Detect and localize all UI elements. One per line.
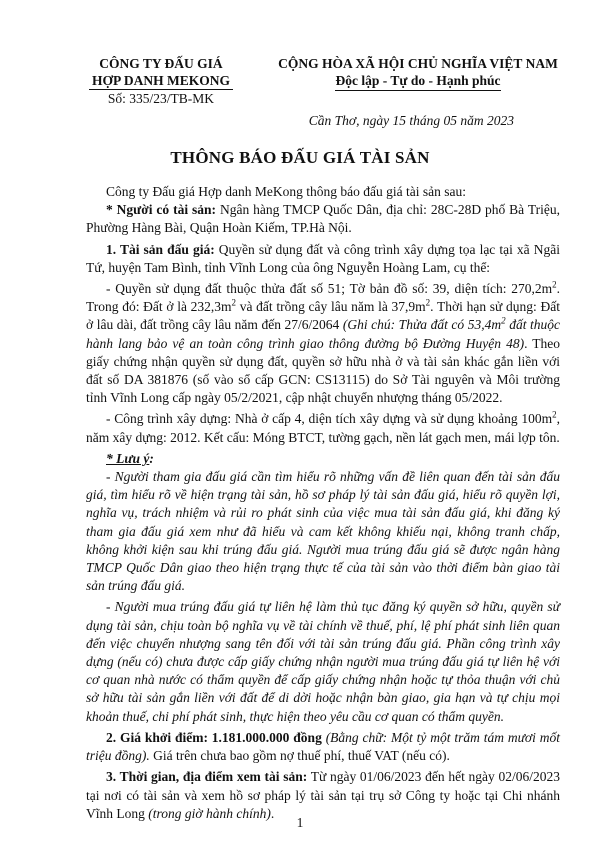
asset-paragraph — [86, 241, 560, 277]
owner-text: Ngân hàng TMCP Quốc Dân, địa chỉ: 28C-28D phố Bà Triệu, Phường Hàng Bài, Quận Hoàn Kiếm, TP.Hà Nội. — [86, 202, 560, 236]
note-heading: * Lưu ý: — [106, 450, 154, 466]
document-number: Số: 335/23/TB-MK — [107, 91, 215, 106]
document-body — [86, 183, 560, 823]
starting-price-paragraph — [86, 729, 560, 765]
national-motto: Độc lập - Tự do - Hạnh phúc — [335, 72, 500, 91]
intro-paragraph: Công ty Đấu giá Hợp danh MeKong thông báo đấu giá tài sản sau: — [106, 184, 466, 199]
viewing-label: 3. Thời gian, địa điểm xem tài sản: — [106, 769, 308, 785]
page-number: 1 — [296, 815, 304, 830]
building-paragraph: - Công trình xây dựng: Nhà ở cấp 4, diện tích xây dựng và sử dụng khoảng $100m^2$, năm xây dựng: 2012. Kết cấu: Móng BTCT, tường gạch, nền lát gạch men, mái lợp tôn. — [86, 409, 560, 445]
organization-header — [86, 55, 236, 107]
note-paragraph-2: - Người mua trúng đấu giá tự liên hệ làm thủ tục đăng ký quyền sở hữu, quyền sử dụng tài sản, chịu toàn bộ nghĩa vụ về tài chính về thuế, phí, lệ phí phát sinh liên quan đến việc chuyển nhượng sang tên đối với tài sản trúng đấu giá. Phần công trình xây dựng (nếu có) chưa được cấp giấy chứng nhận người mua trúng đấu giá tự liên hệ với cơ quan nhà nước có thẩm quyền để cấp giấy chứng nhận hoặc tự thỏa thuận với chủ sở hữu tài sản gắn liền với đất để di dời hoặc nhận bàn giao, gia hạn và tự chịu mọi khoản thuế, chi phí phát sinh, thực hiện theo yêu cầu cơ quan có thẩm quyền. — [86, 599, 560, 724]
starting-price-label: 2. Giá khởi điểm: 1.181.000.000 đồng — [106, 729, 322, 745]
document-date: Cần Thơ, ngày 15 tháng 05 năm 2023 — [308, 113, 514, 128]
viewing-paragraph: 3. Thời gian, địa điểm xem tài sản: Từ ngày 01/06/2023 đến hết ngày 02/06/2023 tại nơi có tài sản và xem hồ sơ pháp lý tài sản tại trụ sở Công ty hoặc tại Chi nhánh Vĩnh Long (trong giờ hành chính). — [86, 769, 561, 821]
viewing-text: Từ ngày 01/06/2023 đến hết ngày 02/06/2023 tại nơi có tài sản và xem hồ sơ pháp lý tài sản tại trụ sở Công ty hoặc tại Chi nhánh Vĩnh Long — [86, 769, 561, 821]
owner-paragraph — [86, 201, 560, 237]
nation-name: CỘNG HÒA XÃ HỘI CHỦ NGHĨA VIỆT NAM — [278, 56, 558, 71]
document-title: THÔNG BÁO ĐẤU GIÁ TÀI SẢN — [170, 148, 430, 167]
note-label: * Lưu ý — [106, 450, 150, 466]
owner-label: * Người có tài sản: — [106, 202, 217, 218]
asset-text: Quyền sử dụng đất và công trình xây dựng tọa lạc tại xã Ngãi Tứ, huyện Tam Bình, tỉnh Vĩnh Long của ông Nguyễn Hoàng Lam, cụ thể: — [86, 241, 560, 275]
asset-label: 1. Tài sản đấu giá: — [106, 241, 215, 257]
national-header — [262, 55, 574, 91]
land-paragraph: - Quyền sử dụng đất thuộc thửa đất số 51; Tờ bản đồ số: 39, diện tích: $270,2m^2$. Trong đó: Đất ở là $232,3m^2$ và đất trồng cây lâu năm là $37,9m^2$. Thời hạn sử dụng: Đất ở lâu dài, đất trồng cây lâu năm đến 27/6/2064 (Ghi chú: Thửa đất có $53,4m^2$ đất thuộc hành lang bảo vệ an toàn công trình giao thông đường bộ Đường Huyện 48). Theo giấy chứng nhận quyền sử dụng đất, quyền sở hữu nhà ở và tài sản khác gắn liền với đất số DA 381876 (số vào sổ cấp GCN: CS13115) do Sở Tài nguyên và Môi trường tỉnh Vĩnh Long cấp ngày 05/2/2021, cập nhật chuyển nhượng tháng 05/2022. — [86, 279, 560, 406]
note-paragraph-1: - Người tham gia đấu giá cần tìm hiểu rõ những vấn đề liên quan đến tài sản đấu giá, tìm hiểu rõ về hiện trạng tài sản, hồ sơ pháp lý tài sản đấu giá, hiểu rõ quyền lợi, nghĩa vụ, trách nhiệm và rủi ro phát sinh của việc mua tài sản đấu giá, khi đăng ký tham gia đấu giá xem như đã hiểu và cam kết không khiếu nại, không tranh chấp, không khởi kiện sau khi trúng đấu giá. Người mua trúng đấu giá sẽ được ngân hàng TMCP Quốc Dân giao theo hiện trạng thực tế của tài sản vào thời điểm bàn giao tài sản trúng đấu giá. — [86, 469, 560, 594]
org-name-line1: CÔNG TY ĐẤU GIÁ — [99, 56, 223, 71]
starting-price-note: Giá trên chưa bao gồm nợ thuế phí, thuế VAT (nếu có). — [149, 748, 450, 764]
org-name-line2: HỢP DANH MEKONG — [89, 72, 233, 90]
viewing-hours: (trong giờ hành chính) — [148, 805, 271, 821]
starting-price-words: (Bằng chữ: Một tỷ một trăm tám mươi mốt triệu đồng). — [86, 729, 560, 764]
land-note: (Ghi chú: Thửa đất có $53,4m^2$ đất thuộc hành lang bảo vệ an toàn công trình giao thông đường bộ Đường Huyện 48) — [86, 315, 560, 351]
